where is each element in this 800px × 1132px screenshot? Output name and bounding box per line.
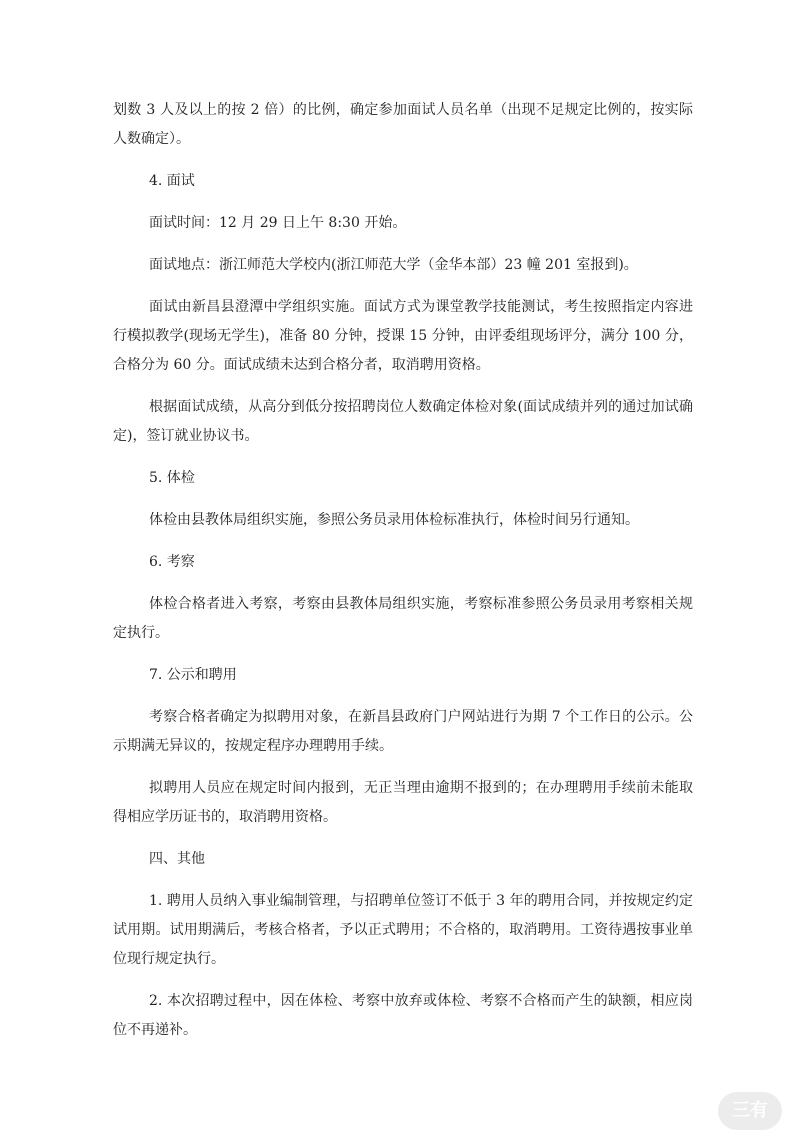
paragraph-publicity: 考察合格者确定为拟聘用对象，在新昌县政府门户网站进行为期 7 个工作日的公示。公示期满无异议的，按规定程序办理聘用手续。 — [113, 709, 693, 754]
document-body — [113, 96, 693, 1058]
section-heading-inspection: 6. 考察 — [149, 554, 195, 570]
paragraph-interview-time: 面试时间：12 月 29 日上午 8:30 开始。 — [149, 215, 407, 231]
paragraph-other-2: 2. 本次招聘过程中，因在体检、考察中放弃或体检、考察不合格而产生的缺额，相应岗位不再递补。 — [113, 993, 693, 1038]
section-heading-other: 四、其他 — [149, 851, 205, 867]
paragraph-interview-result: 根据面试成绩，从高分到低分按招聘岗位人数确定体检对象(面试成绩并列的通过加试确定)，签订就业协议书。 — [113, 399, 693, 444]
watermark-logo: 三有 — [718, 1092, 782, 1130]
section-heading-physical-exam: 5. 体检 — [149, 470, 195, 486]
section-heading-publicity-hiring: 7. 公示和聘用 — [149, 667, 237, 683]
paragraph-interview-method: 面试由新昌县澄潭中学组织实施。面试方式为课堂教学技能测试，考生按照指定内容进行模拟教学(现场无学生)，准备 80 分钟，授课 15 分钟，由评委组现场评分，满分 100 分，合格分为 60 分。面试成绩未达到合格分者，取消聘用资格。 — [113, 299, 693, 373]
section-heading-interview: 4. 面试 — [149, 173, 195, 189]
paragraph-continuation: 划数 3 人及以上的按 2 倍）的比例，确定参加面试人员名单（出现不足规定比例的，按实际人数确定）。 — [113, 102, 693, 147]
paragraph-reporting: 拟聘用人员应在规定时间内报到，无正当理由逾期不报到的；在办理聘用手续前未能取得相应学历证书的，取消聘用资格。 — [113, 780, 693, 825]
paragraph-interview-location: 面试地点：浙江师范大学校内(浙江师范大学（金华本部）23 幢 201 室报到)。 — [149, 257, 638, 273]
paragraph-other-1: 1. 聘用人员纳入事业编制管理，与招聘单位签订不低于 3 年的聘用合同，并按规定约定试用期。试用期满后，考核合格者，予以正式聘用；不合格的，取消聘用。工资待遇按事业单位现行规定执行。 — [113, 893, 693, 967]
paragraph-inspection: 体检合格者进入考察，考察由县教体局组织实施，考察标准参照公务员录用考察相关规定执行。 — [113, 596, 693, 641]
paragraph-physical-exam: 体检由县教体局组织实施，参照公务员录用体检标准执行，体检时间另行通知。 — [149, 512, 639, 528]
